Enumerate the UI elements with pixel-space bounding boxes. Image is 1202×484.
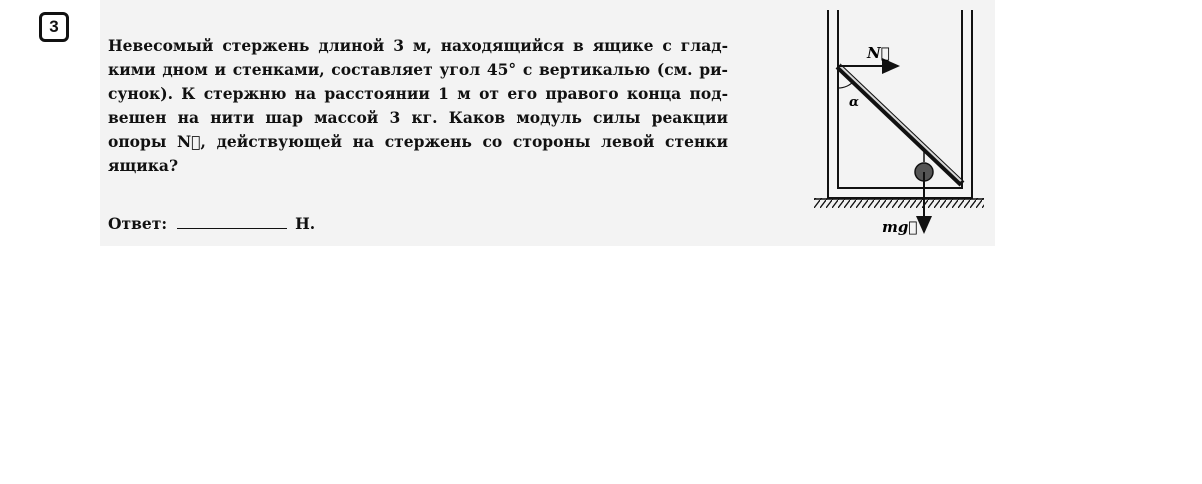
gravity-label: mg⃗ (882, 218, 918, 236)
answer-label: Ответ: (108, 214, 168, 233)
answer-blank[interactable] (177, 214, 287, 229)
problem-text (108, 34, 728, 178)
problem-line: опоры N⃗, действующей на стержень со стороны левой стенки (108, 132, 728, 151)
problem-line: ящика? (108, 156, 179, 175)
reaction-force-label: N⃗ (867, 44, 890, 62)
problem-number-badge (39, 12, 69, 42)
box-rod-diagram (808, 0, 998, 246)
rod-highlight (839, 65, 961, 181)
problem-number: 3 (49, 17, 59, 36)
problem-line: вешен на нити шар массой 3 кг. Каков модуль силы реакции (108, 108, 728, 127)
angle-label: α (849, 95, 860, 110)
problem-line: кими дном и стенками, составляет угол 45° с вертикалью (см. ри- (108, 60, 728, 79)
answer-row (108, 214, 315, 233)
answer-unit: Н. (295, 214, 316, 233)
problem-line: сунок). К стержню на расстоянии 1 м от его правого конца под- (108, 84, 728, 103)
rod (838, 66, 962, 184)
problem-line: Невесомый стержень длиной 3 м, находящийся в ящике с глад- (108, 36, 728, 55)
